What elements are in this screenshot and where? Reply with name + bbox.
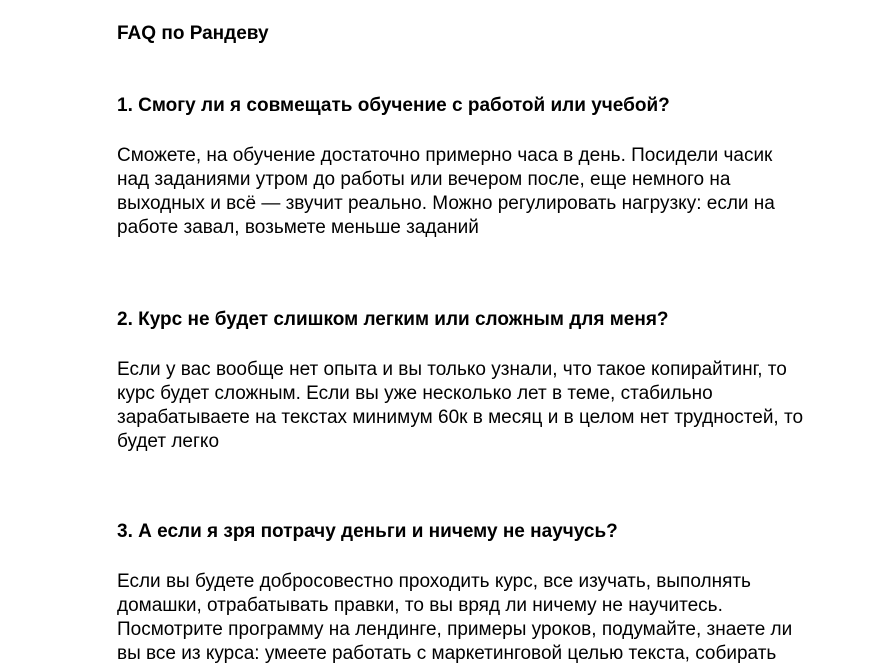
answer-line: Если вы будете добросовестно проходить курс, все изучать, выполнять: [117, 571, 751, 592]
answer-line: вы все из курса: умеете работать с маркетинговой целью текста, собирать: [117, 643, 777, 664]
faq-question-1: 1. Смогу ли я совмещать обучение с работой или учебой?: [117, 95, 670, 116]
answer-line: Если у вас вообще нет опыта и вы только узнали, что такое копирайтинг, то: [117, 359, 787, 380]
answer-line: будет легко: [117, 431, 220, 452]
faq-question-2: 2. Курс не будет слишком легким или сложным для меня?: [117, 309, 669, 330]
answer-line: над заданиями утром до работы или вечером после, еще немного на: [117, 169, 731, 190]
document-title: FAQ по Рандеву: [117, 23, 269, 44]
answer-line: Посмотрите программу на лендинге, примеры уроков, подумайте, знаете ли: [117, 619, 793, 640]
faq-answer-2: [117, 358, 857, 454]
answer-line: работе завал, возьмете меньше заданий: [117, 217, 479, 238]
faq-question-3: 3. А если я зря потрачу деньги и ничему не научусь?: [117, 521, 618, 542]
answer-line: курс будет сложным. Если вы уже несколько лет в теме, стабильно: [117, 383, 713, 404]
document-body: [117, 22, 887, 664]
answer-line: выходных и всё — звучит реально. Можно регулировать нагрузку: если на: [117, 193, 775, 214]
answer-line: Сможете, на обучение достаточно примерно часа в день. Посидели часик: [117, 145, 773, 166]
faq-item-2: [117, 308, 887, 452]
faq-item-1: [117, 94, 887, 238]
answer-line: зарабатываете на текстах минимум 60к в месяц и в целом нет трудностей, то: [117, 407, 804, 428]
answer-line: домашки, отрабатывать правки, то вы вряд ли ничему не научитесь.: [117, 595, 723, 616]
faq-answer-1: [117, 144, 847, 240]
faq-item-3: [117, 520, 887, 664]
faq-answer-3: [117, 570, 847, 666]
